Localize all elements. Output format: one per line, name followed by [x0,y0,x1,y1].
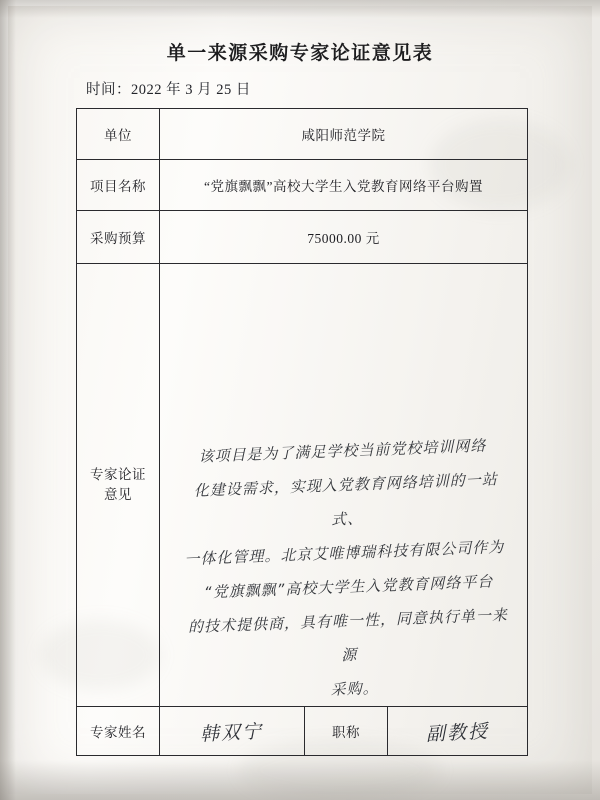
signature-title-value-cell [388,707,528,756]
photo-shadow-left [0,0,16,800]
page-title: 单一来源采购专家论证意见表 [166,43,434,64]
signature-form [76,706,528,756]
row-label-project: 项目名称 [77,160,160,211]
document-date: 时间：2022 年 3 月 25 日 [86,82,251,98]
signature-name-value-cell [160,707,305,756]
handwritten-line: “党旗飘飘”高校大学生入党教育网络平台 [203,572,494,602]
row-label-budget: 采购预算 [77,211,160,264]
row-label-unit: 单位 [77,109,160,160]
signature-name-label: 专家姓名 [77,707,160,756]
handwritten-line: 该项目是为了满足学校当前党校培训网络 [198,436,487,466]
table-row-project [77,160,528,211]
table-row-budget [77,211,528,264]
handwritten-opinion [177,428,517,712]
signature-title-label: 职称 [305,707,388,756]
photo-shadow-bottom [0,760,600,800]
handwritten-line: 的技术提供商，具有唯一性，同意执行单一来源 [187,605,509,665]
row-value-budget: 75000.00 元 [160,211,528,264]
expert-opinion-form [76,108,528,707]
photo-shadow-top [0,0,600,18]
table-row-opinion [77,264,528,707]
row-value-project: “党旗飘飘”高校大学生入党教育网络平台购置 [160,160,528,211]
signature-name-value: 韩双宁 [200,719,265,746]
opinion-handwriting-area [160,264,528,707]
signature-title-value: 副教授 [425,719,490,746]
row-label-opinion-line2: 意见 [104,487,132,502]
row-label-opinion-line1: 专家论证 [90,467,146,483]
row-label-opinion [77,264,160,707]
handwritten-line: 采购。 [330,678,379,699]
handwritten-line: 一体化管理。北京艾唯博瑞科技有限公司作为 [184,537,505,569]
row-value-unit: 咸阳师范学院 [160,109,528,160]
table-row-unit [77,109,528,160]
table-row-signature [77,707,528,756]
handwritten-line: 化建设需求，实现入党教育网络培训的一站式、 [193,470,498,529]
